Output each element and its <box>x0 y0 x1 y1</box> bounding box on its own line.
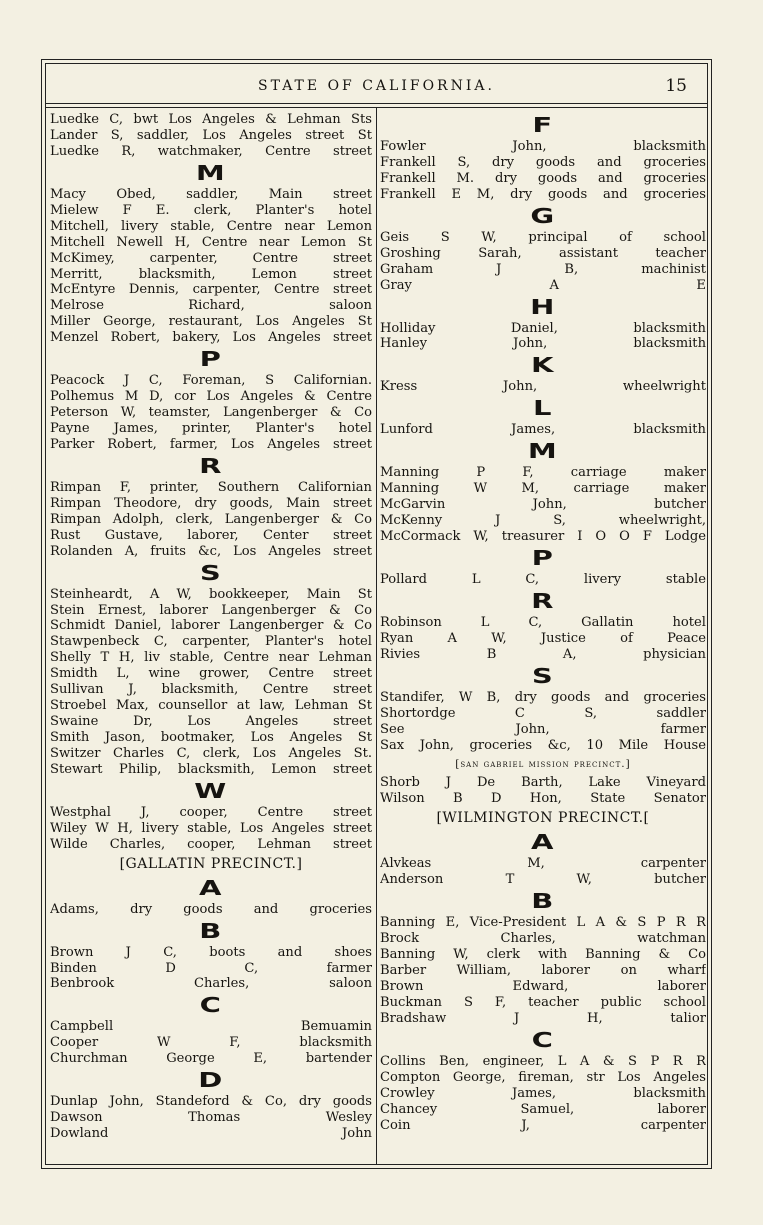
directory-entry: Melrose Richard, saloon <box>50 298 372 314</box>
directory-entry: Bradshaw J H, talior <box>380 1010 706 1026</box>
directory-entry: Swaine Dr, Los Angeles street <box>50 714 372 730</box>
letter-heading: C <box>531 1027 555 1052</box>
directory-entry: Luedke C, bwt Los Angeles & Lehman Sts <box>50 112 372 127</box>
directory-entry: Banning W, clerk with Banning & Co <box>380 947 706 963</box>
directory-entry: Brock Charles, watchman <box>380 931 706 947</box>
directory-entry: Binden D C, farmer <box>50 960 372 976</box>
directory-entry: Mielew F E. clerk, Planter's hotel <box>50 202 372 218</box>
directory-entry: Coin J, carpenter <box>380 1117 706 1133</box>
directory-entry: Frankell S, dry goods and groceries <box>380 154 706 170</box>
letter-heading: M <box>195 160 227 185</box>
directory-entry: Rimpan Theodore, dry goods, Main street <box>50 495 372 511</box>
directory-entry: Manning P F, carriage maker <box>380 465 706 481</box>
page-number: 15 <box>665 76 687 96</box>
directory-entry: Dawson Thomas Wesley <box>50 1110 372 1126</box>
directory-entry: Shelly T H, liv stable, Centre near Lehman <box>50 650 372 666</box>
directory-entry: Smidth L, wine grower, Centre street <box>50 666 372 682</box>
directory-entry: Merritt, blacksmith, Lemon street <box>50 266 372 282</box>
directory-entry: Campbell Bemuamin <box>50 1019 372 1035</box>
directory-entry: Benbrook Charles, saloon <box>50 976 372 992</box>
directory-entry: Crowley James, blacksmith <box>380 1085 706 1101</box>
directory-entry: Alvkeas M, carpenter <box>380 856 706 872</box>
letter-heading: S <box>199 560 223 585</box>
letter-heading: P <box>531 545 555 570</box>
directory-entry: Brown Edward, laborer <box>380 978 706 994</box>
letter-heading: P <box>199 347 223 372</box>
directory-entry: Kress John, wheelwright <box>380 379 706 395</box>
letter-heading: M <box>527 439 559 464</box>
letter-heading: A <box>531 830 555 855</box>
directory-entry: Pollard L C, livery stable <box>380 571 706 587</box>
directory-entry: Brown J C, boots and shoes <box>50 944 372 960</box>
directory-entry: Barber William, laborer on wharf <box>380 963 706 978</box>
directory-entry: Shorb J De Barth, Lake Vineyard <box>380 775 706 791</box>
letter-heading: L <box>533 396 553 421</box>
directory-entry: Dunlap John, Standeford & Co, dry goods <box>50 1094 372 1110</box>
directory-entry: Rust Gustave, laborer, Center street <box>50 527 372 543</box>
directory-entry: Rimpan Adolph, clerk, Langenberger & Co <box>50 511 372 527</box>
directory-entry: Wiley W H, livery stable, Los Angeles street <box>50 820 372 836</box>
directory-entry: Schmidt Daniel, laborer Langenberger & Co <box>50 618 372 634</box>
letter-heading: G <box>530 203 556 228</box>
directory-entry: Lunford James, blacksmith <box>380 422 706 438</box>
letter-heading: B <box>531 889 555 914</box>
directory-entry: Frankell M. dry goods and groceries <box>380 170 706 186</box>
left-column <box>50 112 372 1142</box>
directory-entry: Peterson W, teamster, Langenberger & Co <box>50 405 372 421</box>
directory-entry: Shortordge C S, saddler <box>380 705 706 721</box>
directory-entry: Mitchell, livery stable, Centre near Lemon <box>50 218 372 234</box>
directory-entry: Rimpan F, printer, Southern Californian <box>50 479 372 495</box>
directory-entry: Miller George, restaurant, Los Angeles St <box>50 314 372 330</box>
directory-entry: Stroebel Max, counsellor at law, Lehman St <box>50 698 372 714</box>
letter-heading: H <box>530 294 556 319</box>
directory-entry: Chancey Samuel, laborer <box>380 1101 706 1117</box>
directory-entry: Wilson B D Hon, State Senator <box>380 791 706 807</box>
directory-entry: Cooper W F, blacksmith <box>50 1035 372 1051</box>
directory-entry: Ryan A W, Justice of Peace <box>380 630 706 646</box>
directory-entry: Gray A E <box>380 277 706 293</box>
directory-entry: Luedke R, watchmaker, Centre street <box>50 143 372 159</box>
directory-entry: Buckman S F, teacher public school <box>380 994 706 1010</box>
letter-heading: S <box>531 663 555 688</box>
directory-entry: McEntyre Dennis, carpenter, Centre street <box>50 282 372 298</box>
directory-entry: Hanley John, blacksmith <box>380 336 706 352</box>
directory-entry: McKimey, carpenter, Centre street <box>50 250 372 266</box>
directory-entry: Manning W M, carriage maker <box>380 481 706 497</box>
letter-heading: W <box>194 778 228 803</box>
letter-heading: R <box>531 588 555 613</box>
running-title: STATE OF CALIFORNIA. <box>258 78 495 94</box>
directory-entry: Frankell E M, dry goods and groceries <box>380 186 706 202</box>
directory-entry: Menzel Robert, bakery, Los Angeles street <box>50 330 372 346</box>
directory-entry: Collins Ben, engineer, L A & S P R R <box>380 1053 706 1069</box>
directory-entry: Polhemus M D, cor Los Angeles & Centre <box>50 389 372 405</box>
right-column <box>380 112 706 1133</box>
letter-heading: C <box>199 993 223 1018</box>
directory-entry: Groshing Sarah, assistant teacher <box>380 245 706 261</box>
directory-entry: Rolanden A, fruits &c, Los Angeles street <box>50 543 372 559</box>
directory-entry: Stawpenbeck C, carpenter, Planter's hotel <box>50 634 372 650</box>
precinct-heading: [san gabriel mission precinct.] <box>455 758 631 771</box>
directory-entry: Mitchell Newell H, Centre near Lemon St <box>50 234 372 250</box>
directory-entry: Sullivan J, blacksmith, Centre street <box>50 682 372 698</box>
directory-entry: Wilde Charles, cooper, Lehman street <box>50 836 372 852</box>
directory-entry: Compton George, fireman, str Los Angeles <box>380 1069 706 1085</box>
directory-entry: Anderson T W, butcher <box>380 872 706 888</box>
directory-entry: Stewart Philip, blacksmith, Lemon street <box>50 761 372 777</box>
directory-entry: Graham J B, machinist <box>380 261 706 277</box>
directory-entry: Rivies B A, physician <box>380 646 706 662</box>
directory-entry: Steinheardt, A W, bookkeeper, Main St <box>50 586 372 602</box>
letter-heading: B <box>199 918 223 943</box>
letter-heading: K <box>531 353 555 378</box>
directory-entry: Sax John, groceries &c, 10 Mile House <box>380 737 706 753</box>
directory-entry: Westphal J, cooper, Centre street <box>50 804 372 820</box>
directory-entry: Smith Jason, bootmaker, Los Angeles St <box>50 730 372 745</box>
directory-entry: Macy Obed, saddler, Main street <box>50 186 372 202</box>
directory-entry: Geis S W, principal of school <box>380 229 706 245</box>
directory-entry: Peacock J C, Foreman, S Californian. <box>50 373 372 389</box>
inner-frame <box>45 63 708 1165</box>
precinct-heading: [GALLATIN PRECINCT.] <box>119 855 303 872</box>
directory-entry: Churchman George E, bartender <box>50 1051 372 1067</box>
directory-entry: Fowler John, blacksmith <box>380 139 706 154</box>
page-frame <box>41 59 712 1169</box>
directory-entry: Switzer Charles C, clerk, Los Angeles St. <box>50 745 372 761</box>
directory-entry: Adams, dry goods and groceries <box>50 901 372 917</box>
page-header <box>46 76 707 98</box>
directory-entry: See John, farmer <box>380 721 706 737</box>
directory-entry: McGarvin John, butcher <box>380 497 706 513</box>
directory-entry: Holliday Daniel, blacksmith <box>380 320 706 336</box>
directory-entry: Stein Ernest, laborer Langenberger & Co <box>50 602 372 618</box>
directory-entry: Lander S, saddler, Los Angeles street St <box>50 127 372 143</box>
directory-entry: McKenny J S, wheelwright, <box>380 513 706 529</box>
letter-heading: D <box>198 1068 224 1093</box>
directory-entry: Robinson L C, Gallatin hotel <box>380 614 706 630</box>
directory-entry: Standifer, W B, dry goods and groceries <box>380 689 706 705</box>
letter-heading: A <box>199 875 223 900</box>
header-rule-top <box>46 103 707 104</box>
directory-entry: Dowland John <box>50 1126 372 1142</box>
precinct-heading: [WILMINGTON PRECINCT.[ <box>436 810 650 827</box>
directory-entry: Payne James, printer, Planter's hotel <box>50 421 372 436</box>
directory-entry: McCormack W, treasurer I O O F Lodge <box>380 529 706 544</box>
letter-heading: R <box>199 453 223 478</box>
directory-entry: Parker Robert, farmer, Los Angeles street <box>50 436 372 452</box>
letter-heading: F <box>532 113 554 137</box>
directory-entry: Banning E, Vice-President L A & S P R R <box>380 915 706 931</box>
